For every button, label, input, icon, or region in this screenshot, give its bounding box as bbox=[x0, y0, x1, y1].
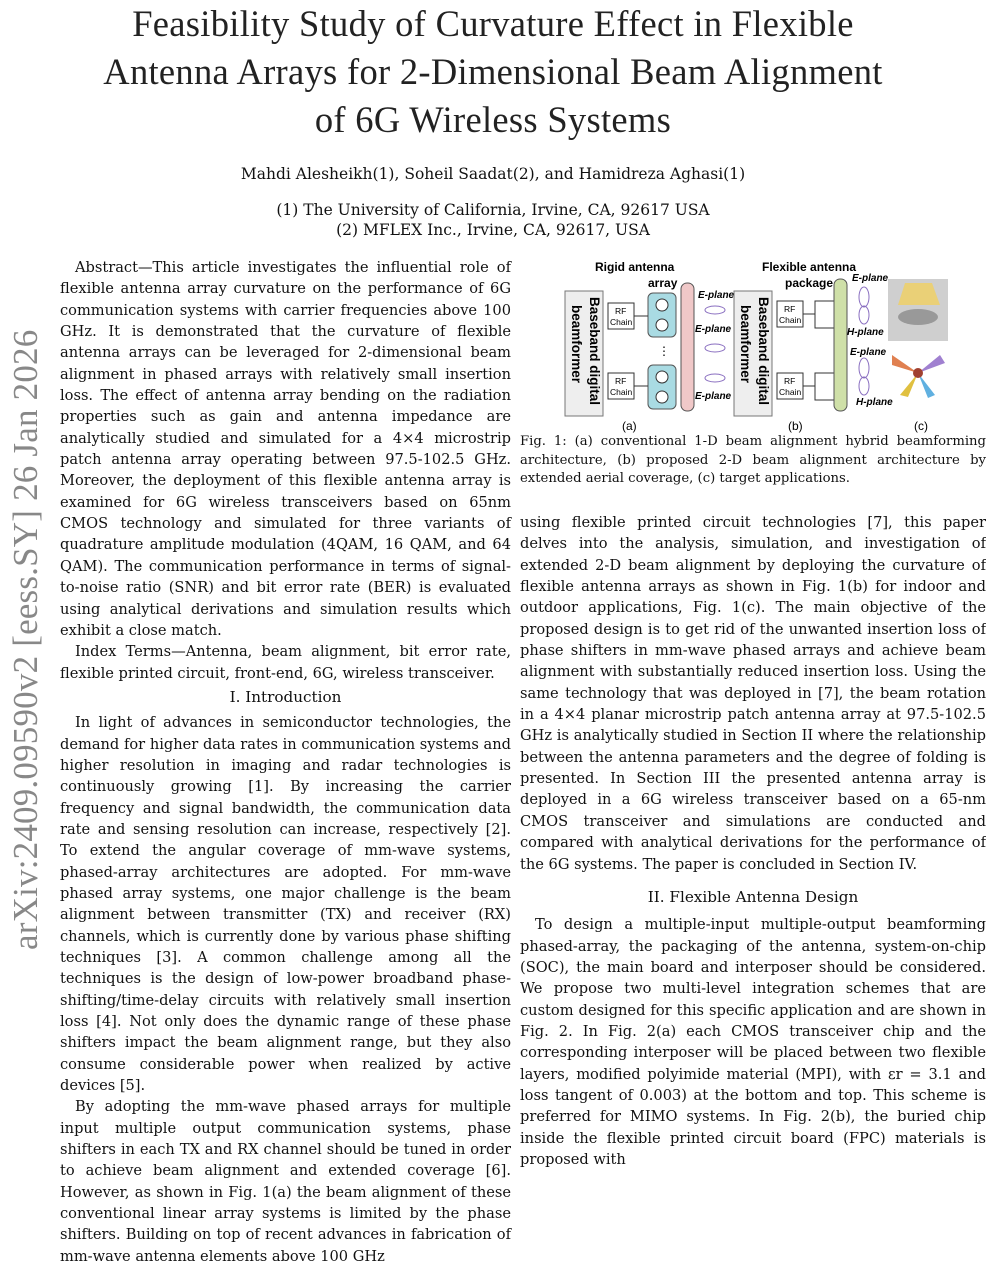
ellipsis: ⋮ bbox=[658, 344, 670, 358]
h-plane-label: H-plane bbox=[847, 327, 884, 338]
e-plane-label: E-plane bbox=[698, 290, 735, 301]
baseband-label: Baseband digital bbox=[756, 297, 771, 406]
subfigure-c-label: (c) bbox=[914, 419, 928, 433]
h-plane-label: H-plane bbox=[856, 397, 893, 408]
flex-label: package bbox=[785, 276, 834, 290]
rf-label: Chain bbox=[779, 387, 802, 397]
baseband-label: beamformer bbox=[569, 305, 584, 384]
affiliation-2: (2) MFLEX Inc., Irvine, CA, 92617, USA bbox=[336, 221, 650, 239]
paragraph: To design a multiple-input multiple-output beamforming phased-array, the packaging of the antenna, system-on-chip (SOC), the main board and interposer should be considered. We propose two multi-level integration schemes that are custom designed for this specific application and are shown in Fig. 2. In Fig. 2(a) each CMOS transceiver chip and the corresponding interposer will be placed between two flexible layers, modified polyimide material (MPI), with εr = 3.1 and loss tangent of 0.003) at the bottom and top. This scheme is preferred for MIMO systems. In Fig. 2(b), the buried chip inside the flexible printed circuit board (FPC) materials is proposed with bbox=[520, 916, 986, 1168]
section-heading: II. Flexible Antenna Design bbox=[647, 887, 859, 906]
drone-application-image bbox=[892, 355, 945, 398]
arxiv-stamp: arXiv:2409.09590v2 [eess.SY] 26 Jan 2026 bbox=[6, 329, 45, 950]
rf-label: Chain bbox=[610, 387, 633, 397]
e-plane-label: E-plane bbox=[695, 324, 732, 335]
flex-label: Flexible antenna bbox=[762, 260, 857, 274]
title-line: of 6G Wireless Systems bbox=[314, 99, 672, 140]
paragraph: using flexible printed circuit technologies [7], this paper delves into the analysis, simulation, and investigation of extended 2-D beam alignment by deploying the curvature of flexible antenna arrays as shown in Fig. 1(b) for indoor and outdoor applications, Fig. 1(c). The main objective of the proposed design is to get rid of the unwanted insertion loss of phase shifters in mm-wave phased arrays and achieve beam alignment with substantially reduced insertion loss. Using the same technology that was deployed in [7], the beam rotation in a 4×4 planar microstrip patch antenna array at 97.5-102.5 GHz is analytically studied in Section II where the relationship between the antenna parameters and the degree of folding is presented. In Section III the presented antenna array is deployed in a 6G wireless transceiver based on a 65-nm CMOS transceiver and simulations are conducted and compared with analytical derivations for the performance of the 6G systems. The paper is concluded in Section IV. bbox=[520, 514, 986, 873]
title-line: Feasibility Study of Curvature Effect in Flexible bbox=[132, 3, 854, 44]
left-column bbox=[60, 257, 511, 1267]
rf-label: RF bbox=[784, 304, 796, 314]
baseband-label: Baseband digital bbox=[587, 297, 602, 406]
abstract: Abstract—This article investigates the influential role of flexible antenna array curvature on the performance of 6G communication systems with carrier frequencies above 100 GHz. It is demonstrated that the curvature of flexible antenna arrays can be leveraged for 2-dimensional beam alignment in phased arrays with relatively small insertion loss. The effect of antenna array bending on the radiation properties such as gain and antenna impedance are analytically studied and simulated for a 4×4 microstrip patch antenna array operating between 97.5-102.5 GHz. Moreover, the deployment of this flexible antenna array is examined for 6G wireless transceivers based on 65nm CMOS technology and simulated for three variants of quadrature amplitude modulation (4QAM, 16 QAM, and 64 QAM). The communication performance in terms of signal-to-noise ratio (SNR) and bit error rate (BER) is evaluated using analytical derivations and simulation results which exhibit a close match. bbox=[60, 259, 511, 639]
paper-title bbox=[0, 0, 986, 144]
index-terms: Index Terms—Antenna, beam alignment, bit error rate, flexible printed circuit, front-end, 6G, wireless transceiver. bbox=[60, 643, 511, 682]
subfigure-b-label: (b) bbox=[788, 419, 803, 433]
rigid-label: array bbox=[648, 276, 678, 290]
rigid-label: Rigid antenna bbox=[595, 260, 675, 274]
figure-caption: Fig. 1: (a) conventional 1-D beam alignment hybrid beamforming architecture, (b) proposed 2-D beam alignment architecture by extended aerial coverage, (c) target applications. bbox=[520, 434, 986, 486]
subfigure-a-label: (a) bbox=[622, 419, 637, 433]
authors: Mahdi Alesheikh(1), Soheil Saadat(2), and Hamidreza Aghasi(1) bbox=[240, 165, 746, 183]
affiliation-1: (1) The University of California, Irvine, CA, 92617 USA bbox=[276, 201, 710, 219]
title-line: Antenna Arrays for 2-Dimensional Beam Alignment bbox=[103, 51, 883, 92]
rf-label: Chain bbox=[610, 317, 633, 327]
paragraph: In light of advances in semiconductor technologies, the demand for higher data rates in communication systems and higher resolution in imaging and radar technologies is continuously growing [1]. By increasing the carrier frequency and signal bandwidth, the communication data rate and sensing resolution can increase, respectively [2]. To extend the angular coverage of mm-wave systems, phased-array architectures are adopted. For mm-wave phased array systems, one major challenge is the beam alignment between transmitter (TX) and receiver (RX) channels, which is currently done by various phase shifting techniques [3]. A common challenge among all the techniques is the design of low-power broadband phase-shifting/time-delay circuits with relatively small insertion loss [4]. Not only does the dynamic range of these phase shifters impact the beam alignment range, but they also consume considerable power when realized by active devices [5]. bbox=[60, 714, 511, 1095]
figure-1 bbox=[520, 255, 986, 435]
e-plane-label: E-plane bbox=[850, 347, 887, 358]
e-plane-label: E-plane bbox=[695, 391, 732, 402]
rf-label: Chain bbox=[779, 315, 802, 325]
e-plane-label: E-plane bbox=[852, 273, 889, 284]
rf-label: RF bbox=[784, 376, 796, 386]
section-heading: I. Introduction bbox=[229, 687, 342, 706]
paragraph: By adopting the mm-wave phased arrays for multiple input multiple output communication systems, phase shifters in each TX and RX channel should be tuned in order to achieve beam alignment and extended coverage [6]. However, as shown in Fig. 1(a) the beam alignment of these conventional linear array systems is limited by the phase shifters. Building on top of recent advances in fabrication of mm-wave antenna elements above 100 GHz bbox=[60, 1098, 511, 1265]
baseband-label: beamformer bbox=[738, 305, 753, 384]
right-column bbox=[520, 512, 986, 1170]
rf-label: RF bbox=[615, 306, 627, 316]
rf-label: RF bbox=[615, 376, 627, 386]
